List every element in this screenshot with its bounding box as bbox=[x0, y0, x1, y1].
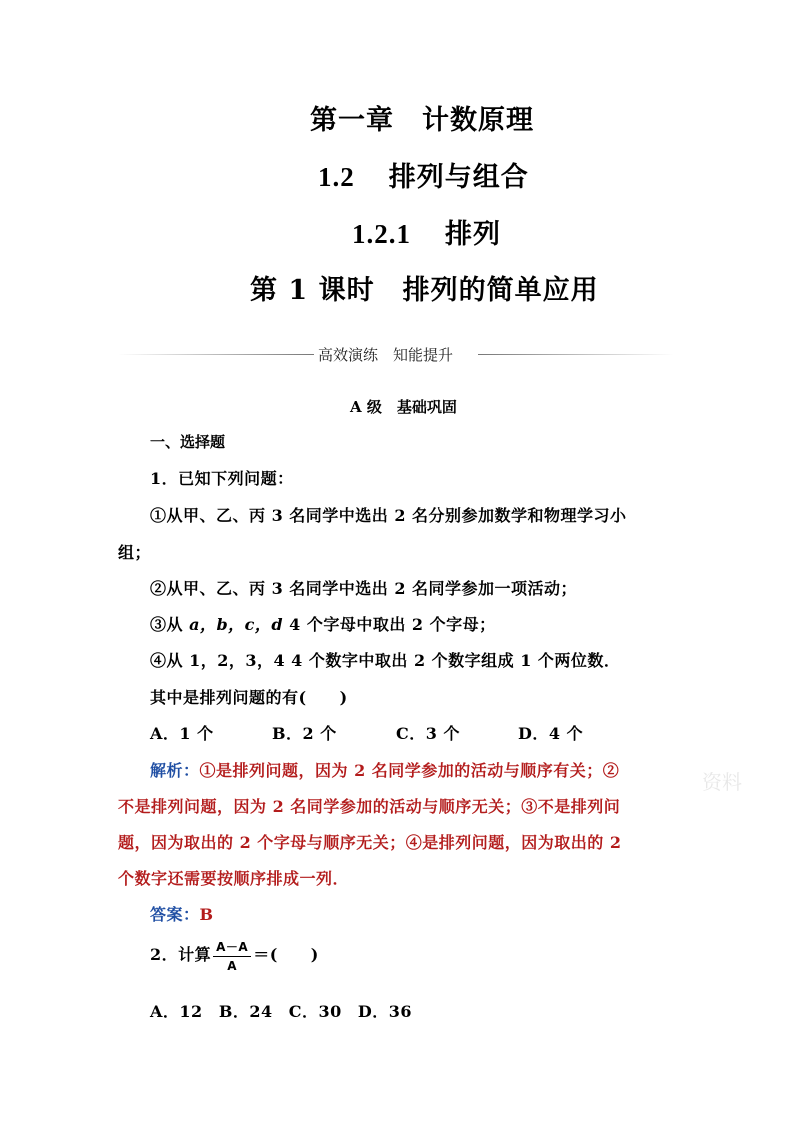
chapter-title: 第一章 计数原理 bbox=[310, 105, 534, 136]
q1-answer bbox=[150, 902, 214, 925]
q1-analysis-line2: 不是排列问题，因为 2 名同学参加的活动与顺序无关；③不是排列问 bbox=[118, 797, 621, 816]
level-heading: A 级 基础巩固 bbox=[350, 398, 457, 416]
q1-ask: 其中是排列问题的有( ) bbox=[150, 688, 348, 707]
q2-option-a: A．12 bbox=[150, 1002, 203, 1021]
analysis-label: 解析： bbox=[150, 761, 200, 780]
subsection-title: 排列 bbox=[445, 219, 501, 250]
section-title: 排列与组合 bbox=[388, 162, 529, 193]
q1-option-c: C．3 个 bbox=[396, 724, 460, 743]
q1-item1-line2: 组； bbox=[118, 543, 152, 562]
divider-text: 高效演练 知能提升 bbox=[318, 346, 454, 364]
q1-option-d: D．4 个 bbox=[518, 724, 584, 743]
q2-options bbox=[150, 999, 412, 1022]
lesson-title: 第 1 课时 排列的简单应用 bbox=[250, 275, 599, 306]
q2-stem-prefix: 2．计算 bbox=[150, 945, 212, 964]
watermark: 资料 bbox=[702, 770, 742, 794]
q2-fraction-numerator: A－A bbox=[213, 938, 251, 957]
q1-stem: 1．已知下列问题： bbox=[150, 469, 294, 488]
q1-option-b: B．2 个 bbox=[272, 724, 337, 743]
divider-line-left bbox=[118, 354, 314, 355]
q2-option-c: C．30 bbox=[288, 1002, 342, 1021]
section-heading bbox=[318, 155, 529, 194]
q1-analysis-line4: 个数字还需要按顺序排成一列． bbox=[118, 869, 350, 888]
q1-analysis-line1 bbox=[150, 758, 619, 781]
subsection-heading bbox=[352, 212, 501, 251]
q2-stem-suffix: ＝( ) bbox=[253, 945, 319, 964]
answer-label: 答案： bbox=[150, 905, 200, 924]
q2-fraction-denominator: A bbox=[227, 959, 238, 973]
divider-line-right bbox=[478, 354, 674, 355]
q2-fraction bbox=[213, 938, 251, 973]
q1-option-a: A．1 个 bbox=[150, 724, 214, 743]
q1-item3-vars: a，b，c，d bbox=[189, 615, 284, 634]
q1-analysis-line3: 题，因为取出的 2 个字母与顺序无关；④是排列问题，因为取出的 2 bbox=[118, 833, 622, 852]
analysis-text-1: ①是排列问题，因为 2 名同学参加的活动与顺序有关；② bbox=[199, 761, 620, 780]
q1-item4: ④从 1，2，3，4 4 个数字中取出 2 个数字组成 1 个两位数． bbox=[150, 651, 621, 670]
q1-item3-prefix: ③从 bbox=[150, 615, 190, 634]
q1-item2: ②从甲、乙、丙 3 名同学中选出 2 名同学参加一项活动； bbox=[150, 579, 578, 598]
q1-item1-line1: ①从甲、乙、丙 3 名同学中选出 2 名分别参加数学和物理学习小 bbox=[150, 506, 627, 525]
q2-stem bbox=[150, 938, 319, 973]
subsection-number: 1.2.1 bbox=[352, 219, 411, 249]
q1-item3-suffix: 4 个字母中取出 2 个字母； bbox=[283, 615, 496, 634]
q1-item3 bbox=[150, 612, 496, 635]
q2-option-b: B．24 bbox=[218, 1002, 273, 1021]
section-number: 1.2 bbox=[318, 162, 355, 192]
q2-option-d: D．36 bbox=[357, 1002, 413, 1021]
part-heading: 一、选择题 bbox=[150, 433, 226, 451]
answer-value: B bbox=[199, 905, 214, 924]
